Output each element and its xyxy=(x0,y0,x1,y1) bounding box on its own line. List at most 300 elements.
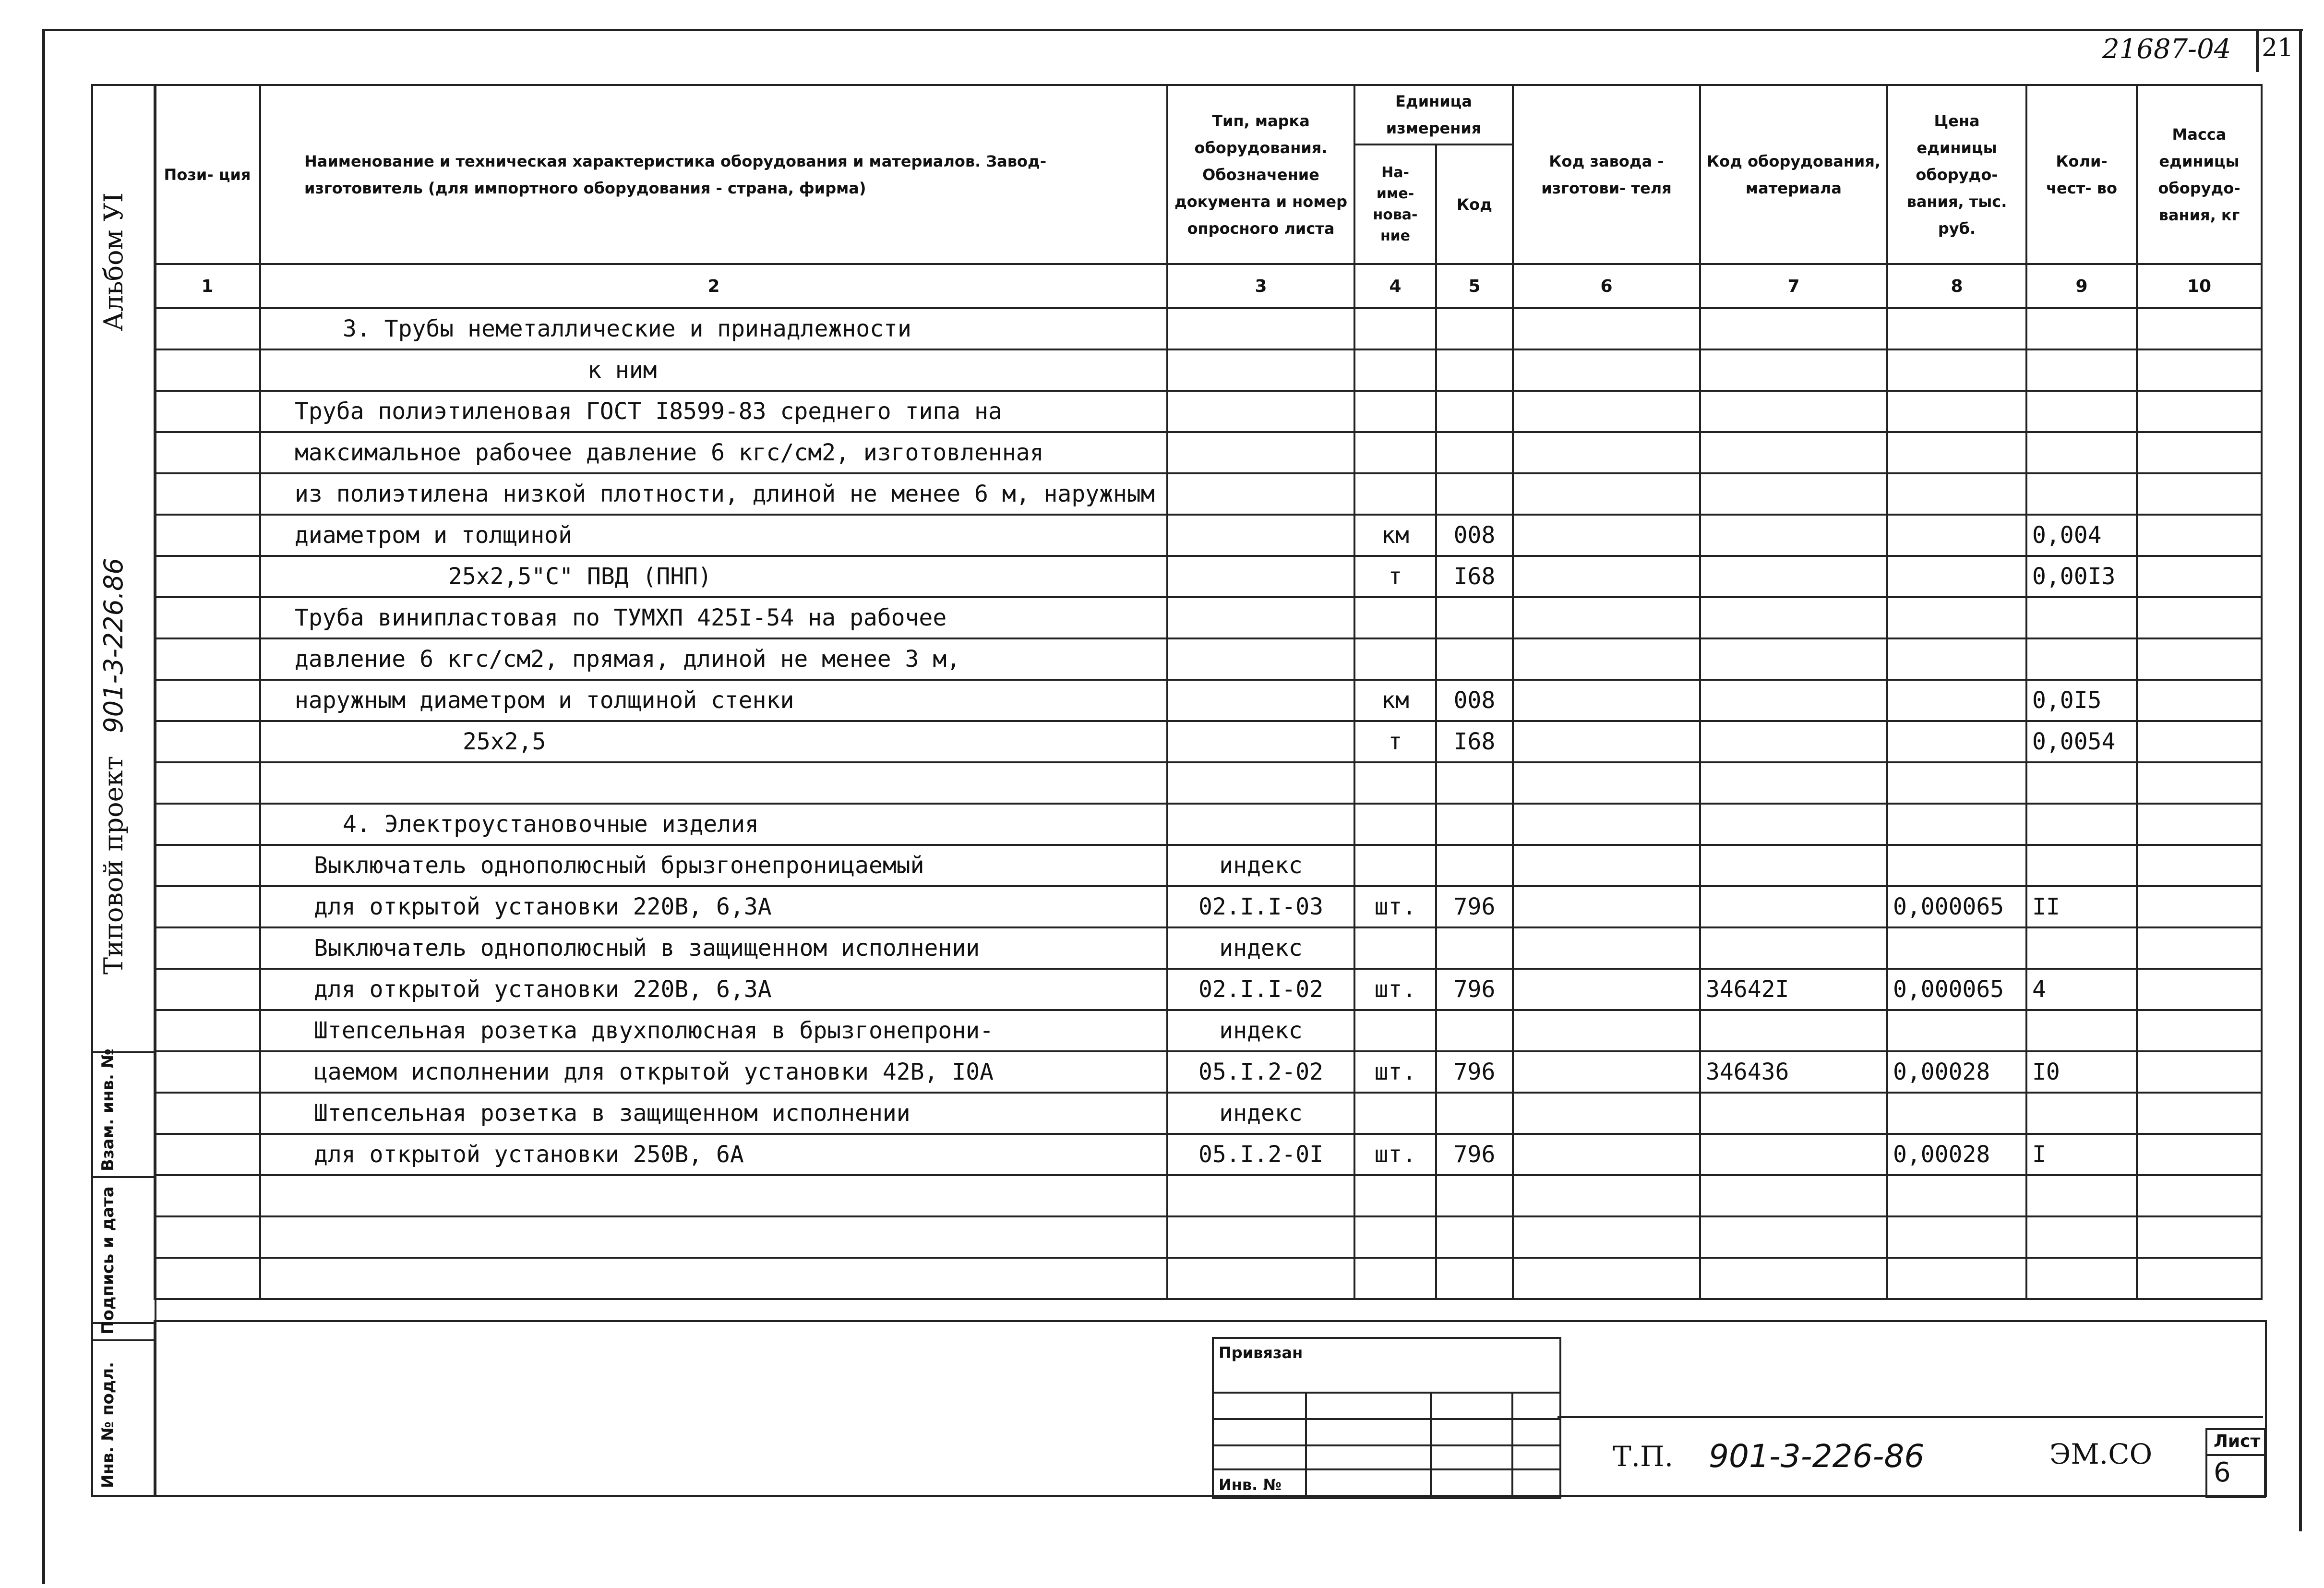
cell-c5: I68 xyxy=(1436,721,1513,762)
cell-c5 xyxy=(1436,1258,1513,1299)
cell-c6 xyxy=(1513,804,1700,845)
cell-c4 xyxy=(1354,1010,1436,1051)
cell-c10 xyxy=(2137,680,2262,721)
cell-c9 xyxy=(2026,1216,2137,1258)
cell-c3 xyxy=(1167,556,1354,597)
cell-c8 xyxy=(1887,927,2026,969)
cell-c2: для открытой установки 250В, 6А xyxy=(260,1134,1167,1175)
cell-c9 xyxy=(2026,1093,2137,1134)
cell-c8 xyxy=(1887,638,2026,680)
handwritten-doc-code: 21687-04 xyxy=(2102,34,2231,65)
cell-c7 xyxy=(1700,1093,1887,1134)
cell-c4 xyxy=(1354,1216,1436,1258)
table-row xyxy=(155,556,2262,597)
cell-c6 xyxy=(1513,927,1700,969)
column-number-row xyxy=(155,264,2262,308)
table-row xyxy=(155,927,2262,969)
cell-c7 xyxy=(1700,721,1887,762)
cell-c10 xyxy=(2137,1051,2262,1093)
stamp-inv-podl: Инв. № подл. xyxy=(98,1361,118,1488)
cell-c6 xyxy=(1513,349,1700,391)
cell-c7 xyxy=(1700,1010,1887,1051)
cell-c6 xyxy=(1513,638,1700,680)
side-stamp-divider xyxy=(91,1176,156,1178)
cell-c7 xyxy=(1700,804,1887,845)
table-row xyxy=(155,804,2262,845)
header-unit-price: Цена единицы оборудо- вания, тыс. руб. xyxy=(1887,85,2026,264)
table-row xyxy=(155,349,2262,391)
cell-c2: Труба полиэтиленовая ГОСТ I8599-83 среднего типа на xyxy=(260,391,1167,432)
cell-c9 xyxy=(2026,927,2137,969)
cell-c2: для открытой установки 220В, 6,3А xyxy=(260,886,1167,927)
table-row xyxy=(155,1051,2262,1093)
cell-c10 xyxy=(2137,845,2262,886)
tb-line xyxy=(1214,1444,1559,1446)
cell-c7 xyxy=(1700,597,1887,638)
cell-c8 xyxy=(1887,1216,2026,1258)
cell-c8 xyxy=(1887,473,2026,515)
cell-c9: I0 xyxy=(2026,1051,2137,1093)
table-row xyxy=(155,969,2262,1010)
table-row xyxy=(155,473,2262,515)
side-stamp-divider xyxy=(91,1339,156,1341)
col-number: 10 xyxy=(2137,264,2262,308)
cell-c10 xyxy=(2137,1258,2262,1299)
cell-c6 xyxy=(1513,556,1700,597)
inv-no-label: Инв. № xyxy=(1219,1476,1282,1494)
cell-c8 xyxy=(1887,1010,2026,1051)
title-block-divider xyxy=(1557,1416,2263,1418)
cell-c5 xyxy=(1436,1093,1513,1134)
cell-c4 xyxy=(1354,1258,1436,1299)
cell-c3 xyxy=(1167,1258,1354,1299)
col-number: 5 xyxy=(1436,264,1513,308)
project-label: Типовой проект xyxy=(98,756,129,974)
cell-c8 xyxy=(1887,1258,2026,1299)
cell-c4: т xyxy=(1354,721,1436,762)
col-number: 4 xyxy=(1354,264,1436,308)
tb-vline xyxy=(1430,1392,1432,1497)
col-number: 7 xyxy=(1700,264,1887,308)
cell-c2: Выключатель однополюсный в защищенном исполнении xyxy=(260,927,1167,969)
cell-c1 xyxy=(155,886,260,927)
typical-project-label xyxy=(98,558,129,974)
table-row xyxy=(155,721,2262,762)
title-block xyxy=(154,1320,2267,1497)
cell-c2: Штепсельная розетка в защищенном исполнении xyxy=(260,1093,1167,1134)
cell-c3 xyxy=(1167,1175,1354,1216)
header-position: Пози- ция xyxy=(155,85,260,264)
cell-c9: 0,0054 xyxy=(2026,721,2137,762)
header-mass: Масса единицы оборудо- вания, кг xyxy=(2137,85,2262,264)
project-code-title: 901-3-226-86 xyxy=(1709,1438,1925,1475)
cell-c9 xyxy=(2026,638,2137,680)
cell-c2: 3. Трубы неметаллические и принадлежности xyxy=(260,308,1167,349)
frame-left-border xyxy=(42,29,45,1584)
cell-c1 xyxy=(155,1010,260,1051)
cell-c3: индекс xyxy=(1167,927,1354,969)
header-equipment-code: Код оборудования, материала xyxy=(1700,85,1887,264)
col-number: 8 xyxy=(1887,264,2026,308)
cell-c3: индекс xyxy=(1167,845,1354,886)
col-number: 3 xyxy=(1167,264,1354,308)
cell-c2: цаемом исполнении для открытой установки 42В, I0А xyxy=(260,1051,1167,1093)
privyazan-label: Привязан xyxy=(1219,1344,1303,1362)
cell-c7 xyxy=(1700,1258,1887,1299)
tb-line xyxy=(1214,1392,1559,1394)
cell-c6 xyxy=(1513,597,1700,638)
sheet-number: 6 xyxy=(2214,1457,2231,1488)
cell-c1 xyxy=(155,1093,260,1134)
cell-c2: диаметром и толщиной xyxy=(260,515,1167,556)
cell-c1 xyxy=(155,638,260,680)
cell-c8 xyxy=(1887,680,2026,721)
cell-c8 xyxy=(1887,762,2026,804)
cell-c1 xyxy=(155,391,260,432)
cell-c10 xyxy=(2137,886,2262,927)
table-row xyxy=(155,1216,2262,1258)
cell-c5: 796 xyxy=(1436,1051,1513,1093)
cell-c2: 25х2,5 xyxy=(260,721,1167,762)
cell-c5 xyxy=(1436,349,1513,391)
cell-c1 xyxy=(155,308,260,349)
cell-c3 xyxy=(1167,1216,1354,1258)
table-row xyxy=(155,845,2262,886)
cell-c3: индекс xyxy=(1167,1093,1354,1134)
cell-c4 xyxy=(1354,349,1436,391)
cell-c10 xyxy=(2137,515,2262,556)
cell-c6 xyxy=(1513,473,1700,515)
cell-c1 xyxy=(155,721,260,762)
table-row xyxy=(155,432,2262,473)
cell-c1 xyxy=(155,927,260,969)
cell-c5 xyxy=(1436,308,1513,349)
cell-c4: км xyxy=(1354,515,1436,556)
cell-c6 xyxy=(1513,1258,1700,1299)
cell-c8: 0,000065 xyxy=(1887,886,2026,927)
cell-c6 xyxy=(1513,515,1700,556)
stamp-vzam-inv: Взам. инв. № xyxy=(98,1048,118,1171)
table-row xyxy=(155,1010,2262,1051)
cell-c9 xyxy=(2026,308,2137,349)
col-number: 1 xyxy=(155,264,260,308)
cell-c9 xyxy=(2026,845,2137,886)
cell-c6 xyxy=(1513,886,1700,927)
cell-c2: Штепсельная розетка двухполюсная в брызгонепрони- xyxy=(260,1010,1167,1051)
cell-c10 xyxy=(2137,927,2262,969)
cell-c9 xyxy=(2026,391,2137,432)
col-number: 6 xyxy=(1513,264,1700,308)
tb-line xyxy=(1214,1468,1559,1470)
frame-top-border xyxy=(42,29,2303,31)
cell-c9 xyxy=(2026,1175,2137,1216)
cell-c5: I68 xyxy=(1436,556,1513,597)
cell-c7 xyxy=(1700,473,1887,515)
cell-c5 xyxy=(1436,1010,1513,1051)
cell-c10 xyxy=(2137,1175,2262,1216)
cell-c7 xyxy=(1700,638,1887,680)
cell-c2: из полиэтилена низкой плотности, длиной не менее 6 м, наружным xyxy=(260,473,1167,515)
table-row xyxy=(155,638,2262,680)
cell-c3 xyxy=(1167,762,1354,804)
cell-c1 xyxy=(155,1258,260,1299)
cell-c3 xyxy=(1167,804,1354,845)
cell-c6 xyxy=(1513,721,1700,762)
cell-c6 xyxy=(1513,1216,1700,1258)
cell-c10 xyxy=(2137,638,2262,680)
cell-c4: т xyxy=(1354,556,1436,597)
cell-c8 xyxy=(1887,721,2026,762)
cell-c7 xyxy=(1700,308,1887,349)
cell-c3 xyxy=(1167,432,1354,473)
cell-c2: для открытой установки 220В, 6,3А xyxy=(260,969,1167,1010)
cell-c5 xyxy=(1436,597,1513,638)
cell-c10 xyxy=(2137,349,2262,391)
cell-c3 xyxy=(1167,515,1354,556)
cell-c10 xyxy=(2137,969,2262,1010)
cell-c5 xyxy=(1436,762,1513,804)
top-sheet-number: 21 xyxy=(2262,34,2294,62)
cell-c1 xyxy=(155,556,260,597)
cell-c6 xyxy=(1513,1175,1700,1216)
tb-vline xyxy=(1511,1392,1513,1497)
cell-c1 xyxy=(155,473,260,515)
cell-c10 xyxy=(2137,432,2262,473)
cell-c5: 008 xyxy=(1436,515,1513,556)
cell-c2 xyxy=(260,1258,1167,1299)
table-row xyxy=(155,1175,2262,1216)
cell-c2: наружным диаметром и толщиной стенки xyxy=(260,680,1167,721)
cell-c8 xyxy=(1887,349,2026,391)
cell-c7 xyxy=(1700,1175,1887,1216)
cell-c1 xyxy=(155,1051,260,1093)
cell-c6 xyxy=(1513,308,1700,349)
cell-c8 xyxy=(1887,515,2026,556)
cell-c4 xyxy=(1354,1093,1436,1134)
table-row xyxy=(155,515,2262,556)
cell-c5: 796 xyxy=(1436,886,1513,927)
cell-c6 xyxy=(1513,969,1700,1010)
cell-c5 xyxy=(1436,927,1513,969)
cell-c8 xyxy=(1887,597,2026,638)
cell-c4: км xyxy=(1354,680,1436,721)
table-row xyxy=(155,1134,2262,1175)
project-code: 901-3-226.86 xyxy=(98,558,129,734)
cell-c7 xyxy=(1700,349,1887,391)
cell-c3: 05.I.2-02 xyxy=(1167,1051,1354,1093)
cell-c10 xyxy=(2137,1134,2262,1175)
sheet-label: Лист xyxy=(2214,1432,2261,1451)
cell-c8: 0,000065 xyxy=(1887,969,2026,1010)
table-row xyxy=(155,762,2262,804)
header-factory-code: Код завода - изготови- теля xyxy=(1513,85,1700,264)
sheet-box-divider xyxy=(2207,1454,2264,1456)
cell-c1 xyxy=(155,432,260,473)
cell-c8 xyxy=(1887,845,2026,886)
cell-c4 xyxy=(1354,473,1436,515)
album-label: Альбом УI xyxy=(98,192,129,331)
cell-c2 xyxy=(260,1216,1167,1258)
cell-c10 xyxy=(2137,1010,2262,1051)
cell-c4 xyxy=(1354,597,1436,638)
cell-c5: 008 xyxy=(1436,680,1513,721)
cell-c4 xyxy=(1354,638,1436,680)
cell-c8 xyxy=(1887,1175,2026,1216)
table-row xyxy=(155,597,2262,638)
cell-c2 xyxy=(260,1175,1167,1216)
cell-c10 xyxy=(2137,556,2262,597)
cell-c4: шт. xyxy=(1354,1134,1436,1175)
cell-c7 xyxy=(1700,927,1887,969)
cell-c8 xyxy=(1887,391,2026,432)
cell-c2: к ним xyxy=(260,349,1167,391)
header-quantity: Коли- чест- во xyxy=(2026,85,2137,264)
cell-c10 xyxy=(2137,391,2262,432)
specification-table xyxy=(154,84,2263,1300)
cell-c9 xyxy=(2026,349,2137,391)
table-row xyxy=(155,1258,2262,1299)
cell-c1 xyxy=(155,680,260,721)
cell-c6 xyxy=(1513,1010,1700,1051)
cell-c5 xyxy=(1436,638,1513,680)
cell-c1 xyxy=(155,762,260,804)
cell-c6 xyxy=(1513,680,1700,721)
cell-c3 xyxy=(1167,349,1354,391)
table-row xyxy=(155,391,2262,432)
cell-c6 xyxy=(1513,391,1700,432)
cell-c8 xyxy=(1887,432,2026,473)
cell-c5 xyxy=(1436,391,1513,432)
cell-c8: 0,00028 xyxy=(1887,1051,2026,1093)
cell-c5 xyxy=(1436,473,1513,515)
cell-c4 xyxy=(1354,762,1436,804)
cell-c7 xyxy=(1700,680,1887,721)
cell-c3 xyxy=(1167,721,1354,762)
cell-c4: шт. xyxy=(1354,886,1436,927)
cell-c4: шт. xyxy=(1354,969,1436,1010)
cell-c9 xyxy=(2026,1010,2137,1051)
cell-c3: индекс xyxy=(1167,1010,1354,1051)
table-row xyxy=(155,1093,2262,1134)
col-number: 2 xyxy=(260,264,1167,308)
cell-c7: 346436 xyxy=(1700,1051,1887,1093)
cell-c9 xyxy=(2026,597,2137,638)
cell-c8 xyxy=(1887,1093,2026,1134)
cell-c1 xyxy=(155,515,260,556)
cell-c3 xyxy=(1167,473,1354,515)
cell-c4 xyxy=(1354,927,1436,969)
cell-c9: 0,004 xyxy=(2026,515,2137,556)
cell-c8 xyxy=(1887,804,2026,845)
cell-c1 xyxy=(155,845,260,886)
cell-c3 xyxy=(1167,391,1354,432)
cell-c4 xyxy=(1354,432,1436,473)
cell-c1 xyxy=(155,804,260,845)
header-unit-name: На- име- нова- ние xyxy=(1354,144,1436,264)
cell-c7 xyxy=(1700,556,1887,597)
frame-right-border xyxy=(2299,29,2302,1531)
cell-c9 xyxy=(2026,762,2137,804)
header-type: Тип, марка оборудования. Обозначение документа и номер опросного листа xyxy=(1167,85,1354,264)
cell-c9: 0,00I3 xyxy=(2026,556,2137,597)
cell-c7 xyxy=(1700,515,1887,556)
tb-vline xyxy=(1305,1392,1307,1497)
cell-c1 xyxy=(155,969,260,1010)
cell-c4 xyxy=(1354,845,1436,886)
cell-c7 xyxy=(1700,886,1887,927)
cell-c5 xyxy=(1436,1216,1513,1258)
cell-c7 xyxy=(1700,391,1887,432)
cell-c2: 25х2,5"С" ПВД (ПНП) xyxy=(260,556,1167,597)
section-code: ЭМ.СО xyxy=(2049,1438,2153,1470)
cell-c5 xyxy=(1436,845,1513,886)
cell-c10 xyxy=(2137,804,2262,845)
cell-c9: I xyxy=(2026,1134,2137,1175)
tb-line xyxy=(1214,1418,1559,1420)
header-unit-code: Код xyxy=(1436,144,1513,264)
cell-c7 xyxy=(1700,762,1887,804)
cell-c3: 02.I.I-02 xyxy=(1167,969,1354,1010)
cell-c3 xyxy=(1167,597,1354,638)
cell-c9: II xyxy=(2026,886,2137,927)
cell-c1 xyxy=(155,349,260,391)
cell-c9 xyxy=(2026,804,2137,845)
cell-c3 xyxy=(1167,308,1354,349)
cell-c1 xyxy=(155,597,260,638)
cell-c7: 34642I xyxy=(1700,969,1887,1010)
cell-c4: шт. xyxy=(1354,1051,1436,1093)
cell-c4 xyxy=(1354,391,1436,432)
table-row xyxy=(155,886,2262,927)
cell-c10 xyxy=(2137,308,2262,349)
cell-c9 xyxy=(2026,1258,2137,1299)
table-row xyxy=(155,680,2262,721)
table-row xyxy=(155,308,2262,349)
cell-c7 xyxy=(1700,1216,1887,1258)
cell-c4 xyxy=(1354,1175,1436,1216)
header-name: Наименование и техническая характеристика оборудования и материалов. Завод-изготовитель (для импортного оборудования - страна, фирма) xyxy=(260,85,1167,264)
cell-c10 xyxy=(2137,721,2262,762)
cell-c9: 0,0I5 xyxy=(2026,680,2137,721)
cell-c9 xyxy=(2026,473,2137,515)
cell-c9 xyxy=(2026,432,2137,473)
cell-c2: Выключатель однополюсный брызгонепроницаемый xyxy=(260,845,1167,886)
cell-c4 xyxy=(1354,804,1436,845)
cell-c8 xyxy=(1887,308,2026,349)
cell-c6 xyxy=(1513,845,1700,886)
cell-c10 xyxy=(2137,597,2262,638)
cell-c6 xyxy=(1513,432,1700,473)
cell-c6 xyxy=(1513,1134,1700,1175)
cell-c7 xyxy=(1700,845,1887,886)
cell-c4 xyxy=(1354,308,1436,349)
cell-c2 xyxy=(260,762,1167,804)
cell-c1 xyxy=(155,1134,260,1175)
cell-c7 xyxy=(1700,1134,1887,1175)
privyazan-box xyxy=(1212,1337,1561,1499)
cell-c10 xyxy=(2137,762,2262,804)
tp-label: Т.П. xyxy=(1613,1440,1674,1473)
cell-c7 xyxy=(1700,432,1887,473)
cell-c3 xyxy=(1167,638,1354,680)
cell-c2: максимальное рабочее давление 6 кгс/см2, изготовленная xyxy=(260,432,1167,473)
cell-c3 xyxy=(1167,680,1354,721)
cell-c10 xyxy=(2137,473,2262,515)
cell-c1 xyxy=(155,1216,260,1258)
cell-c5: 796 xyxy=(1436,1134,1513,1175)
cell-c8: 0,00028 xyxy=(1887,1134,2026,1175)
cell-c6 xyxy=(1513,1093,1700,1134)
